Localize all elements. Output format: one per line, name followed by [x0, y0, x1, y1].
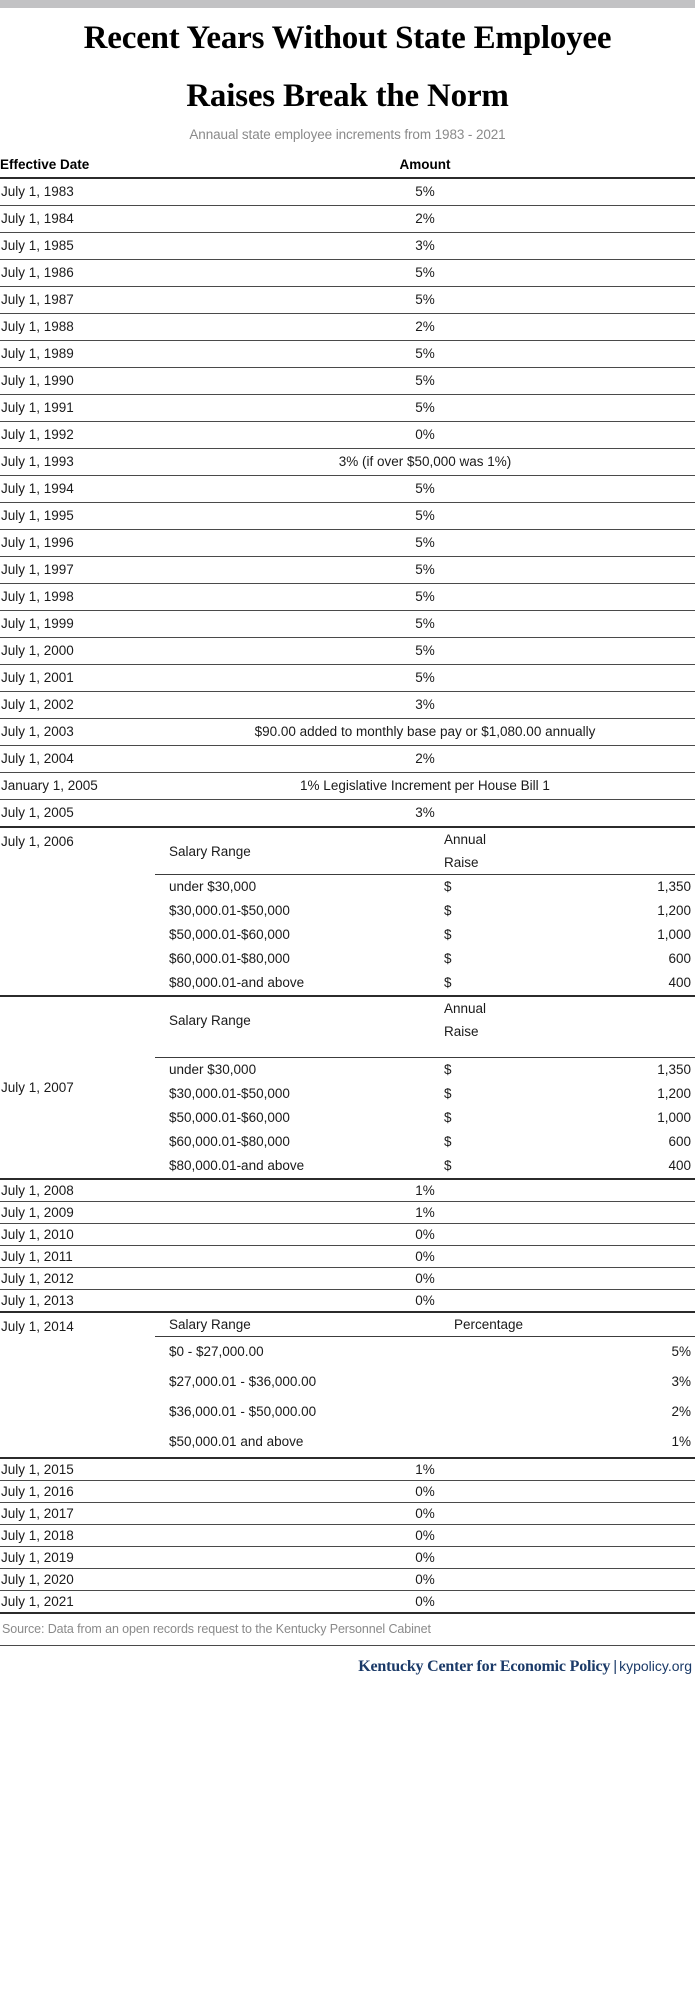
column-header-effective-date: Effective Date: [0, 157, 90, 173]
table-row: [0, 1202, 695, 1224]
table-row: [0, 1268, 695, 1290]
salary-range-value: $0 - $27,000.00: [169, 1344, 264, 1360]
row-amount: 0%: [415, 1528, 435, 1544]
row-effective-date: July 1, 1996: [1, 535, 74, 551]
salary-range-value: under $30,000: [169, 1062, 257, 1078]
row-effective-date: July 1, 1992: [1, 427, 74, 443]
row-amount: 5%: [415, 373, 435, 389]
row-amount: 2%: [415, 211, 435, 227]
salary-percentage-row: [155, 1397, 695, 1427]
annual-raise-underline-right: [486, 1043, 695, 1058]
currency-symbol: $: [444, 879, 452, 895]
salary-range-value: $30,000.01-$50,000: [169, 1086, 290, 1102]
currency-symbol: $: [444, 951, 452, 967]
row-amount: 0%: [415, 1484, 435, 1500]
annual-raise-value: 600: [668, 951, 691, 967]
table-row: [0, 368, 695, 395]
table-row: [0, 503, 695, 530]
table-row: [0, 341, 695, 368]
row-effective-date: July 1, 2005: [1, 805, 74, 821]
table-row: [0, 422, 695, 449]
row-amount: 0%: [415, 1572, 435, 1588]
brand-url[interactable]: kypolicy.org: [619, 1658, 692, 1675]
annual-raise-column-header: Annual Raise: [444, 828, 486, 875]
row-amount: 5%: [415, 265, 435, 281]
table-row: [0, 233, 695, 260]
table-row: [0, 746, 695, 773]
row-effective-date: July 1, 1986: [1, 265, 74, 281]
table-row: [0, 260, 695, 287]
row-effective-date: July 1, 1984: [1, 211, 74, 227]
row-amount: 0%: [415, 1594, 435, 1610]
salary-range-value: $50,000.01 and above: [169, 1434, 304, 1450]
row-effective-date: July 1, 1994: [1, 481, 74, 497]
salary-percentage-row: [155, 1427, 695, 1457]
currency-symbol: $: [444, 1158, 452, 1174]
salary-range-header-row: [155, 828, 695, 875]
row-effective-date: July 1, 1988: [1, 319, 74, 335]
row-effective-date: July 1, 2018: [1, 1528, 74, 1544]
salary-range-value: $30,000.01-$50,000: [169, 903, 290, 919]
row-amount: 5%: [415, 643, 435, 659]
row-amount: 1%: [415, 1462, 435, 1478]
salary-range-value: $80,000.01-and above: [169, 975, 305, 991]
currency-symbol: $: [444, 1086, 452, 1102]
currency-symbol: $: [444, 903, 452, 919]
row-amount: 1%: [415, 1205, 435, 1221]
raises-table: [0, 155, 695, 1614]
row-effective-date: July 1, 2020: [1, 1572, 74, 1588]
annual-raise-value: 400: [668, 1158, 691, 1174]
table-row: [0, 1547, 695, 1569]
salary-range-table-cell: [155, 996, 695, 1179]
currency-symbol: $: [444, 1134, 452, 1150]
annual-raise-value: 1,000: [657, 927, 691, 943]
row-effective-date: July 1, 2011: [1, 1249, 73, 1265]
salary-range-row: [155, 923, 695, 947]
row-amount: 5%: [415, 562, 435, 578]
table-row: [0, 665, 695, 692]
table-row: [0, 476, 695, 503]
table-row: [0, 530, 695, 557]
salary-percentage-block-row: [0, 1312, 695, 1458]
table-row: [0, 1591, 695, 1614]
salary-range-row: [155, 1106, 695, 1130]
table-row: [0, 287, 695, 314]
percentage-value: 1%: [671, 1434, 691, 1450]
salary-range-block-row: [0, 827, 695, 996]
row-effective-date: July 1, 2016: [1, 1484, 74, 1500]
row-amount: 1% Legislative Increment per House Bill 1: [300, 778, 550, 794]
salary-range-row: [155, 947, 695, 971]
salary-range-header-row: [155, 997, 695, 1043]
salary-range-row: [155, 1082, 695, 1106]
salary-range-row: [155, 1154, 695, 1178]
annual-raise-value: 400: [668, 975, 691, 991]
table-row: [0, 719, 695, 746]
row-amount: 3%: [415, 697, 435, 713]
table-row: [0, 1246, 695, 1268]
annual-raise-value: 1,350: [657, 879, 691, 895]
table-row: [0, 692, 695, 719]
salary-range-value: $60,000.01-$80,000: [169, 951, 290, 967]
row-amount: 5%: [415, 670, 435, 686]
table-row: [0, 557, 695, 584]
table-row: [0, 395, 695, 422]
annual-raise-column-header: Annual Raise: [444, 1001, 487, 1040]
row-amount: 0%: [415, 1271, 435, 1287]
percentage-value: 5%: [671, 1344, 691, 1360]
row-effective-date: July 1, 1990: [1, 373, 74, 389]
table-row: [0, 773, 695, 800]
brand-separator: |: [613, 1658, 618, 1676]
row-amount: 3%: [415, 238, 435, 254]
row-amount: 0%: [415, 1550, 435, 1566]
row-amount: 5%: [415, 292, 435, 308]
salary-range-value: $60,000.01-$80,000: [169, 1134, 290, 1150]
page-title-line-2: Raises Break the Norm: [186, 77, 509, 114]
salary-range-value: $50,000.01-$60,000: [169, 927, 290, 943]
currency-symbol: $: [444, 1110, 452, 1126]
salary-range-column-header: Salary Range: [155, 1313, 444, 1337]
row-effective-date: January 1, 2005: [1, 778, 98, 794]
salary-range-value: $80,000.01-and above: [169, 1158, 305, 1174]
row-amount: 0%: [415, 1293, 435, 1309]
annual-raise-value: 1,350: [657, 1062, 691, 1078]
row-effective-date: July 1, 1995: [1, 508, 74, 524]
row-effective-date: July 1, 1999: [1, 616, 74, 632]
row-amount: 0%: [415, 1249, 435, 1265]
annual-raise-header-pad: [486, 828, 695, 875]
table-row: [0, 1503, 695, 1525]
row-amount: 5%: [415, 616, 435, 632]
salary-percentage-row: [155, 1337, 695, 1368]
row-effective-date: July 1, 1998: [1, 589, 74, 605]
row-amount: 5%: [415, 346, 435, 362]
table-row: [0, 1224, 695, 1246]
table-row: [0, 1179, 695, 1202]
currency-symbol: $: [444, 975, 452, 991]
table-row: [0, 1481, 695, 1503]
row-effective-date: July 1, 2008: [1, 1183, 74, 1199]
table-row: [0, 584, 695, 611]
row-effective-date: July 1, 2019: [1, 1550, 74, 1566]
table-row: [0, 1525, 695, 1547]
table-row: [0, 449, 695, 476]
table-row: [0, 611, 695, 638]
row-effective-date: July 1, 2001: [1, 670, 74, 686]
row-amount: 3%: [415, 805, 435, 821]
row-effective-date: July 1, 1983: [1, 184, 74, 200]
table-row: [0, 1290, 695, 1313]
salary-range-column-header: Salary Range: [169, 1012, 251, 1028]
row-amount: 2%: [415, 751, 435, 767]
row-effective-date: July 1, 1997: [1, 562, 74, 578]
row-amount: 5%: [415, 508, 435, 524]
annual-raise-header-pad: [486, 997, 695, 1043]
column-header-amount: Amount: [399, 157, 451, 173]
row-amount: 0%: [415, 1227, 435, 1243]
row-amount: 5%: [415, 589, 435, 605]
salary-range-value: $50,000.01-$60,000: [169, 1110, 290, 1126]
table-row: [0, 1569, 695, 1591]
salary-range-spacer-row: [155, 1043, 695, 1058]
row-effective-date: July 1, 2021: [1, 1594, 74, 1610]
row-effective-date: July 1, 2014: [1, 1319, 74, 1335]
row-effective-date: July 1, 2017: [1, 1506, 74, 1522]
row-effective-date: July 1, 1987: [1, 292, 74, 308]
salary-range-block-row: [0, 996, 695, 1179]
page-title-line-1: Recent Years Without State Employee: [83, 20, 612, 56]
row-effective-date: July 1, 2006: [1, 834, 74, 850]
table-row: [0, 206, 695, 233]
salary-range-row: [155, 1130, 695, 1154]
row-amount: 2%: [415, 319, 435, 335]
row-effective-date: July 1, 1989: [1, 346, 74, 362]
brand-bar: [0, 1645, 695, 1676]
percentage-column-header: Percentage: [444, 1313, 695, 1337]
row-amount: 3% (if over $50,000 was 1%): [338, 454, 512, 470]
row-effective-date: July 1, 2003: [1, 724, 74, 740]
top-gray-bar: [0, 0, 695, 8]
row-amount: $90.00 added to monthly base pay or $1,080.00 annually: [254, 724, 596, 740]
percentage-value: 2%: [671, 1404, 691, 1420]
table-row: [0, 1458, 695, 1481]
salary-percentage-header-row: [155, 1313, 695, 1337]
salary-percentage-row: [155, 1367, 695, 1397]
row-effective-date: July 1, 2015: [1, 1462, 74, 1478]
row-amount: 0%: [415, 1506, 435, 1522]
salary-range-row: [155, 1058, 695, 1083]
row-effective-date: July 1, 2007: [1, 1080, 74, 1096]
table-row: [0, 638, 695, 665]
row-effective-date: July 1, 1991: [1, 400, 74, 416]
row-amount: 5%: [415, 481, 435, 497]
row-effective-date: July 1, 2009: [1, 1205, 74, 1221]
salary-range-row: [155, 971, 695, 995]
annual-raise-value: 1,200: [657, 903, 691, 919]
salary-percentage-table: [155, 1313, 695, 1457]
annual-raise-value: 1,200: [657, 1086, 691, 1102]
brand-name: Kentucky Center for Economic Policy: [358, 1658, 611, 1676]
salary-range-table: [155, 997, 695, 1178]
row-effective-date: July 1, 1985: [1, 238, 74, 254]
table-row: [0, 178, 695, 206]
salary-percentage-table-cell: [155, 1312, 695, 1458]
row-amount: 5%: [415, 400, 435, 416]
row-amount: 5%: [415, 184, 435, 200]
salary-range-value: under $30,000: [169, 879, 257, 895]
currency-symbol: $: [444, 927, 452, 943]
currency-symbol: $: [444, 1062, 452, 1078]
salary-range-value: $36,000.01 - $50,000.00: [169, 1404, 317, 1420]
row-amount: 5%: [415, 535, 435, 551]
row-effective-date: July 1, 2000: [1, 643, 74, 659]
salary-range-table-cell: [155, 827, 695, 996]
row-amount: 0%: [415, 427, 435, 443]
row-effective-date: July 1, 2013: [1, 1293, 74, 1309]
table-header-row: [0, 155, 695, 178]
salary-range-value: $27,000.01 - $36,000.00: [169, 1374, 317, 1390]
row-effective-date: July 1, 2002: [1, 697, 74, 713]
row-effective-date: July 1, 2010: [1, 1227, 74, 1243]
source-note: Source: Data from an open records request to the Kentucky Personnel Cabinet: [2, 1622, 431, 1637]
table-row: [0, 314, 695, 341]
percentage-value: 3%: [671, 1374, 691, 1390]
row-effective-date: July 1, 2004: [1, 751, 74, 767]
annual-raise-value: 600: [668, 1134, 691, 1150]
annual-raise-value: 1,000: [657, 1110, 691, 1126]
row-effective-date: July 1, 1993: [1, 454, 74, 470]
page-subtitle: Annaual state employee increments from 1983 - 2021: [189, 127, 506, 143]
salary-range-column-header: Salary Range: [155, 828, 444, 875]
annual-raise-underline-left: [444, 1043, 486, 1058]
row-effective-date: July 1, 2012: [1, 1271, 74, 1287]
salary-range-row: [155, 899, 695, 923]
salary-range-row: [155, 875, 695, 900]
table-row: [0, 800, 695, 828]
row-amount: 1%: [415, 1183, 435, 1199]
salary-range-underline: [155, 1043, 444, 1058]
headline-block: [0, 8, 695, 142]
salary-range-table: [155, 828, 695, 995]
